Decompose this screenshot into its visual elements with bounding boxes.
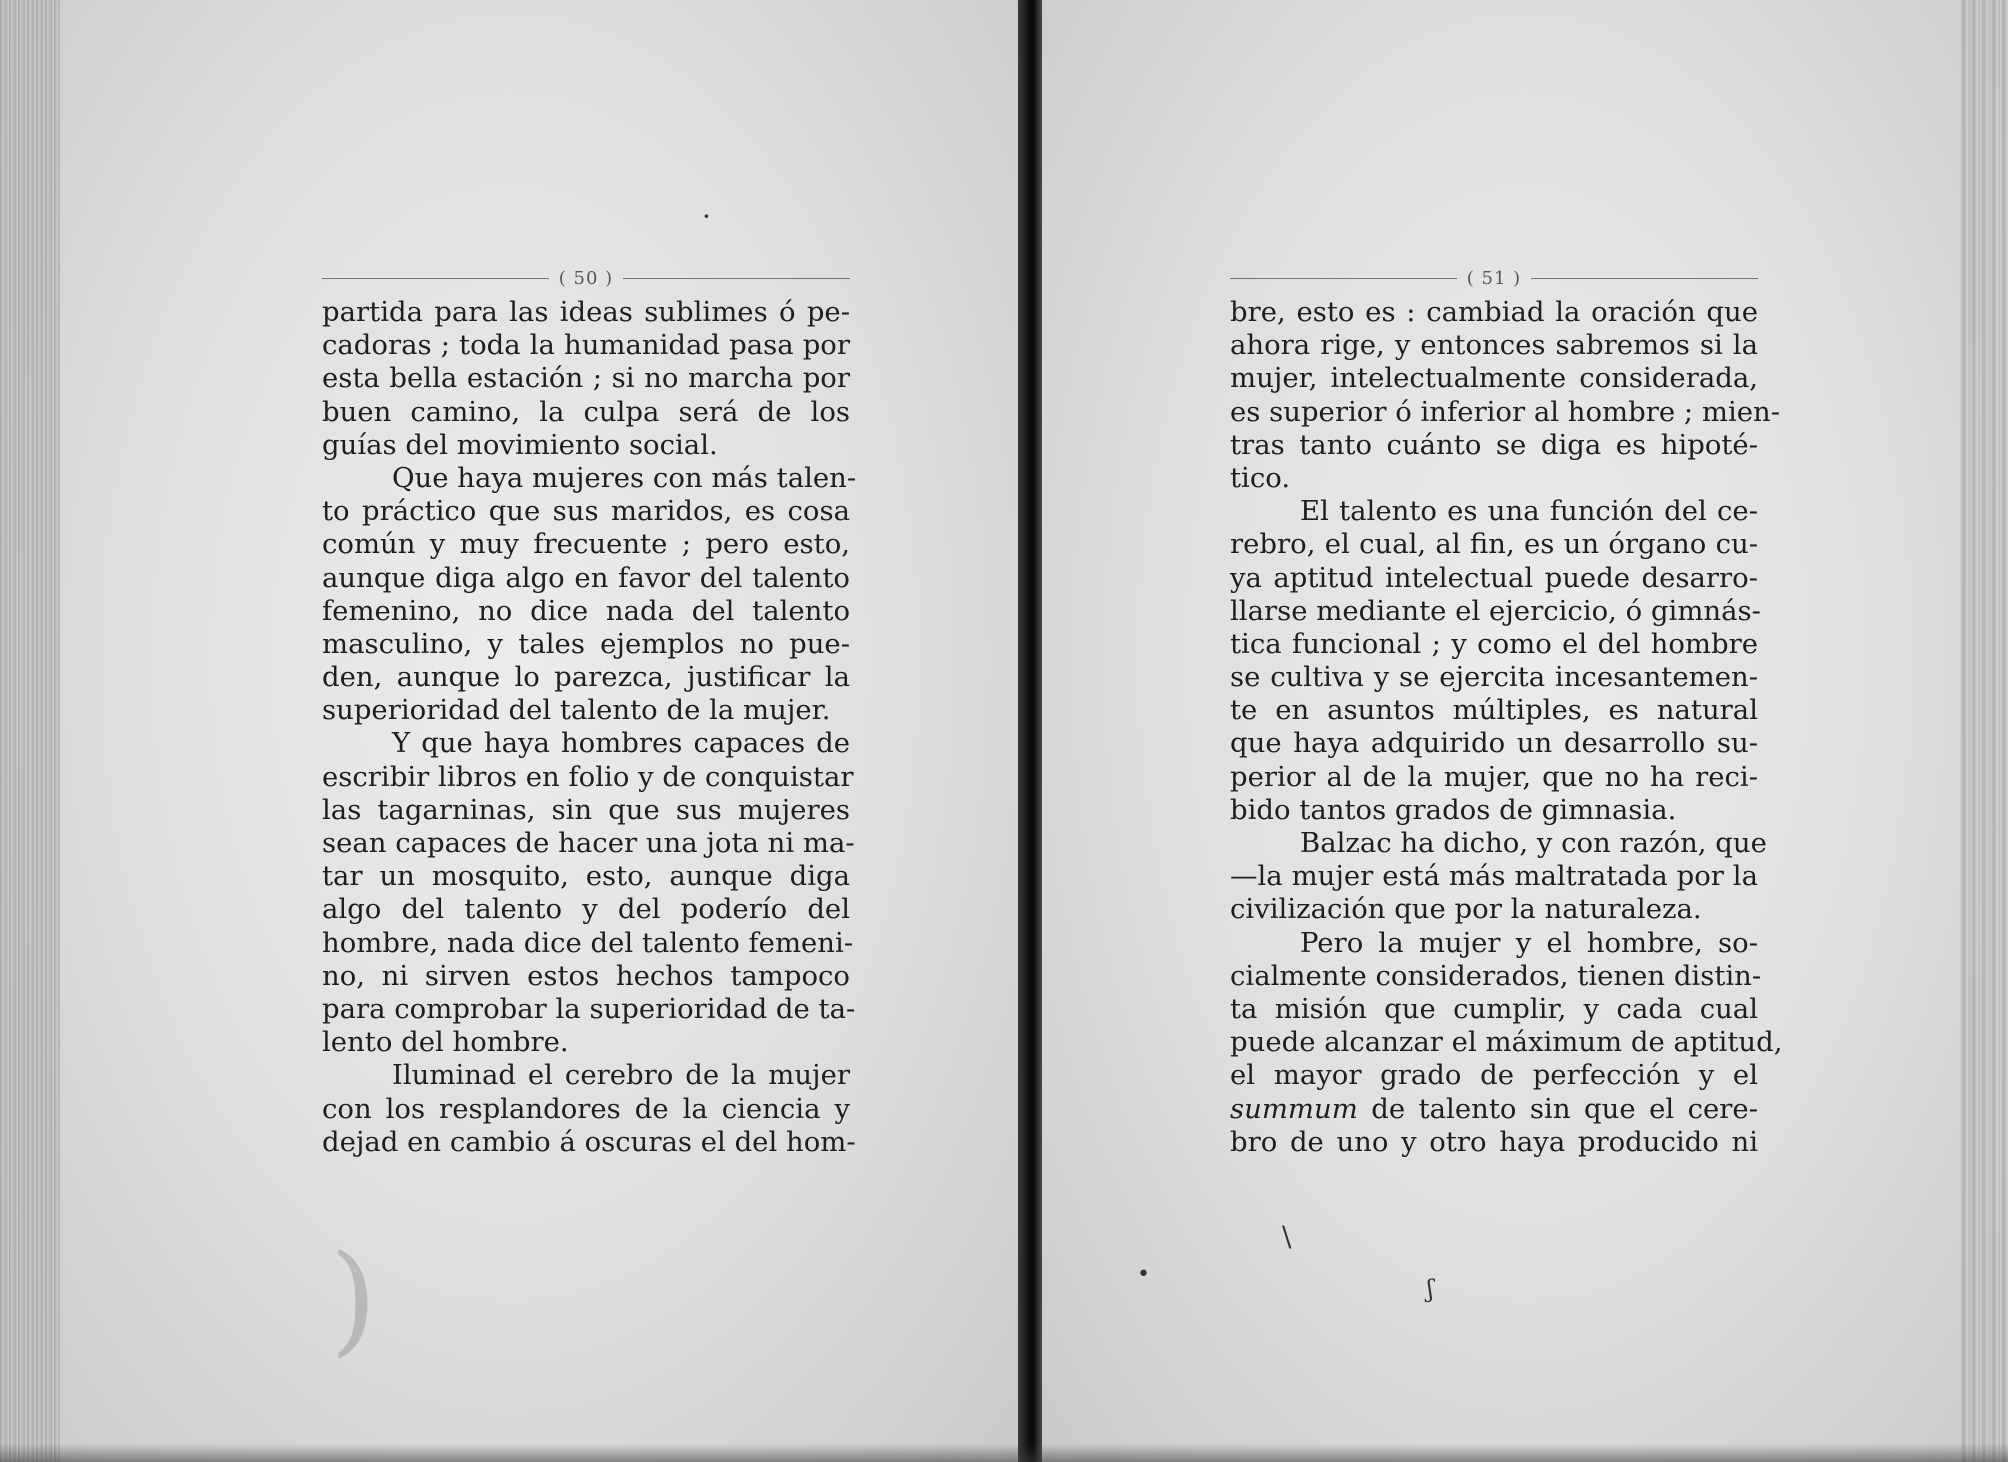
text-line: guías del movimiento social. (322, 428, 718, 461)
header-rule-left (322, 278, 549, 279)
text-line: cialmente considerados, tienen distin- (1230, 959, 1762, 992)
right-page-number: ( 51 ) (1466, 268, 1522, 289)
text-line: aunque diga algo en favor del talento (322, 561, 850, 594)
text-line: ta misión que cumplir, y cada cual (1230, 992, 1758, 1025)
text-line: partida para las ideas sublimes ó pe- (322, 296, 850, 328)
text-line: superioridad del talento de la mujer. (322, 694, 831, 727)
text-line: el mayor grado de perfección y el (1230, 1059, 1758, 1092)
text-line: perior al de la mujer, que no ha reci- (1230, 760, 1758, 793)
text-line: to práctico que sus maridos, es cosa (322, 495, 850, 528)
text-line: summum de talento sin que el cere- (1230, 1092, 1758, 1125)
ink-speck: \ (1282, 1220, 1292, 1253)
ink-dot: • (1137, 1262, 1150, 1287)
right-page-header (1230, 268, 1758, 289)
text-line: hombre, nada dice del talento femeni- (322, 926, 854, 959)
text-line: las tagarninas, sin que sus mujeres (322, 793, 850, 826)
right-page (1042, 0, 2008, 1462)
text-line: Balzac ha dicho, y con razón, que (1300, 827, 1767, 859)
left-page-number: ( 50 ) (558, 268, 614, 289)
text-line: puede alcanzar el máximum de aptitud, (1230, 1026, 1783, 1059)
right-page-text (1230, 296, 1783, 1159)
text-line: buen camino, la culpa será de los (322, 395, 850, 428)
book-gutter (1018, 0, 1044, 1462)
text-line: masculino, y tales ejemplos no pue- (322, 627, 850, 660)
header-rule-left (1230, 278, 1457, 279)
header-rule-right (623, 278, 850, 279)
text-line: —la mujer está más maltratada por la (1230, 860, 1758, 893)
ink-speck: ʃ (1427, 1275, 1434, 1303)
text-line: bido tantos grados de gimnasia. (1230, 793, 1677, 826)
text-line: civilización que por la naturaleza. (1230, 893, 1702, 926)
text-line: El talento es una función del ce- (1300, 495, 1758, 528)
text-line: dejad en cambio á oscuras el del hom- (322, 1125, 856, 1158)
text-line: escribir libros en folio y de conquistar (322, 760, 854, 793)
text-line: algo del talento y del poderío del (322, 893, 850, 926)
text-line: lento del hombre. (322, 1026, 569, 1059)
text-line: Y que haya hombres capaces de (392, 727, 850, 760)
left-page-header (322, 268, 850, 289)
text-line: común y muy frecuente ; pero esto, (322, 528, 850, 561)
text-line: es superior ó inferior al hombre ; mien- (1230, 395, 1781, 428)
text-line: ya aptitud intelectual puede desarro- (1230, 561, 1758, 594)
text-line: bre, esto es : cambiad la oración que (1230, 296, 1758, 328)
text-line: den, aunque lo parezca, justificar la (322, 661, 850, 694)
left-page-edges (0, 0, 60, 1462)
text-line: se cultiva y se ejercita incesantemen- (1230, 661, 1758, 694)
text-line: con los resplandores de la ciencia y (322, 1092, 850, 1125)
text-line: rebro, el cual, al fin, es un órgano cu- (1230, 528, 1758, 561)
text-line: tico. (1230, 461, 1291, 494)
left-page-text (322, 296, 857, 1159)
text-line: que haya adquirido un desarrollo su- (1230, 727, 1758, 760)
text-line: tica funcional ; y como el del hombre (1230, 627, 1758, 660)
text-line: esta bella estación ; si no marcha por (322, 362, 850, 395)
text-line: bro de uno y otro haya producido ni (1230, 1125, 1758, 1158)
bleed-through-mark: ) (330, 1230, 377, 1369)
text-line: para comprobar la superioridad de ta- (322, 992, 856, 1025)
text-line: llarse mediante el ejercicio, ó gimnás- (1230, 594, 1761, 627)
text-line: mujer, intelectualmente considerada, (1230, 362, 1758, 395)
header-rule-right (1531, 278, 1758, 279)
text-line: Iluminad el cerebro de la mujer (392, 1059, 850, 1092)
text-line: Que haya mujeres con más talen- (392, 461, 857, 494)
text-line: tar un mosquito, esto, aunque diga (322, 860, 850, 893)
spread-bottom-shadow (0, 1444, 2008, 1462)
text-line: femenino, no dice nada del talento (322, 594, 850, 627)
ink-speck: · (702, 200, 711, 233)
text-line: ahora rige, y entonces sabremos si la (1230, 329, 1758, 362)
text-line: sean capaces de hacer una jota ni ma- (322, 827, 855, 859)
right-page-edges (1960, 0, 2008, 1462)
text-line: cadoras ; toda la humanidad pasa por (322, 329, 850, 362)
text-line: te en asuntos múltiples, es natural (1230, 694, 1758, 727)
text-line: no, ni sirven estos hechos tampoco (322, 959, 850, 992)
text-line: tras tanto cuánto se diga es hipoté- (1230, 428, 1758, 461)
text-line: Pero la mujer y el hombre, so- (1300, 926, 1758, 959)
